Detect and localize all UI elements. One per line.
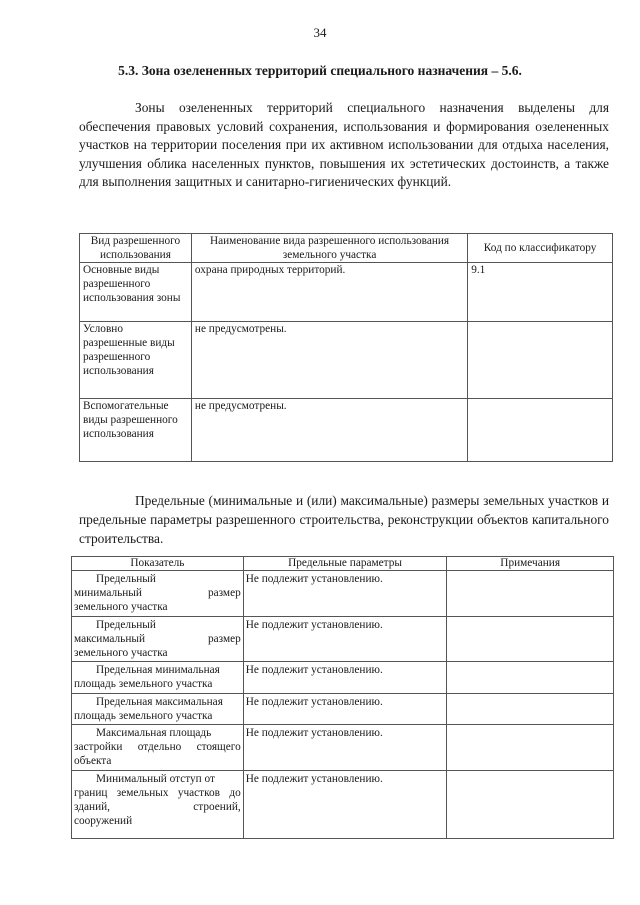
table-row: [72, 693, 614, 724]
parameter-cell: Не подлежит установлению.: [243, 693, 447, 724]
column-header: Наименование вида разрешенного использования земельного участка: [191, 234, 467, 263]
use-name-cell: охрана природных территорий.: [191, 263, 467, 322]
column-header: Показатель: [72, 557, 244, 571]
params-paragraph: Предельные (минимальные и (или) максимальные) размеры земельных участков и предельные параметры разрешенного строительства, реконструкции объектов капитального строительства.: [79, 493, 609, 546]
table-row: [72, 662, 614, 693]
parameter-cell: Не подлежит установлению.: [243, 725, 447, 771]
limit-parameters-table: [71, 556, 614, 839]
table-row: [72, 725, 614, 771]
table-row: [80, 322, 613, 399]
use-type-cell: Основные виды разрешенного использования зоны: [80, 263, 192, 322]
table-row: [72, 616, 614, 662]
note-cell: [447, 725, 614, 771]
parameter-cell: Не подлежит установлению.: [243, 571, 447, 617]
column-header: Предельные параметры: [243, 557, 447, 571]
note-cell: [447, 770, 614, 838]
note-cell: [447, 662, 614, 693]
use-type-cell: Вспомогательные виды разрешенного использования: [80, 399, 192, 462]
column-header: Вид разрешенного использования: [80, 234, 192, 263]
column-header: Примечания: [447, 557, 614, 571]
code-cell: [468, 322, 613, 399]
indicator-cell: Предельный максимальный размер земельного участка: [72, 616, 244, 662]
indicator-cell: Предельная максимальная площадь земельного участка: [72, 693, 244, 724]
table-row: [72, 770, 614, 838]
use-type-cell: Условно разрешенные виды разрешенного использования: [80, 322, 192, 399]
indicator-cell: Предельный минимальный размер земельного участка: [72, 571, 244, 617]
intro-paragraph: Зоны озелененных территорий специального назначения выделены для обеспечения правовых условий сохранения, использования и формирования озелененных участков на территории поселения при их активном использовании для отдыха населения, улучшения облика населенных пунктов, повышения их эстетических достоинств, а также для выполнения защитных и санитарно-гигиенических функций.: [79, 100, 609, 190]
use-name-cell: не предусмотрены.: [191, 322, 467, 399]
note-cell: [447, 571, 614, 617]
note-cell: [447, 616, 614, 662]
parameter-cell: Не подлежит установлению.: [243, 616, 447, 662]
table-row: [80, 263, 613, 322]
column-header: Код по классификатору: [468, 234, 613, 263]
note-cell: [447, 693, 614, 724]
indicator-cell: Предельная минимальная площадь земельного участка: [72, 662, 244, 693]
parameter-cell: Не подлежит установлению.: [243, 770, 447, 838]
indicator-cell: Максимальная площадь застройки отдельно стоящего объекта: [72, 725, 244, 771]
section-heading: 5.3. Зона озелененных территорий специального назначения – 5.6.: [118, 63, 522, 78]
table-row: [80, 399, 613, 462]
table-header-row: [72, 557, 614, 571]
use-name-cell: не предусмотрены.: [191, 399, 467, 462]
table-row: [72, 571, 614, 617]
code-cell: [468, 399, 613, 462]
parameter-cell: Не подлежит установлению.: [243, 662, 447, 693]
code-cell: 9.1: [468, 263, 613, 322]
indicator-cell: Минимальный отступ от границ земельных участков до зданий, строений, сооружений: [72, 770, 244, 838]
page-number: 34: [313, 25, 327, 40]
table-header-row: [80, 234, 613, 263]
permitted-use-table: [79, 233, 613, 462]
